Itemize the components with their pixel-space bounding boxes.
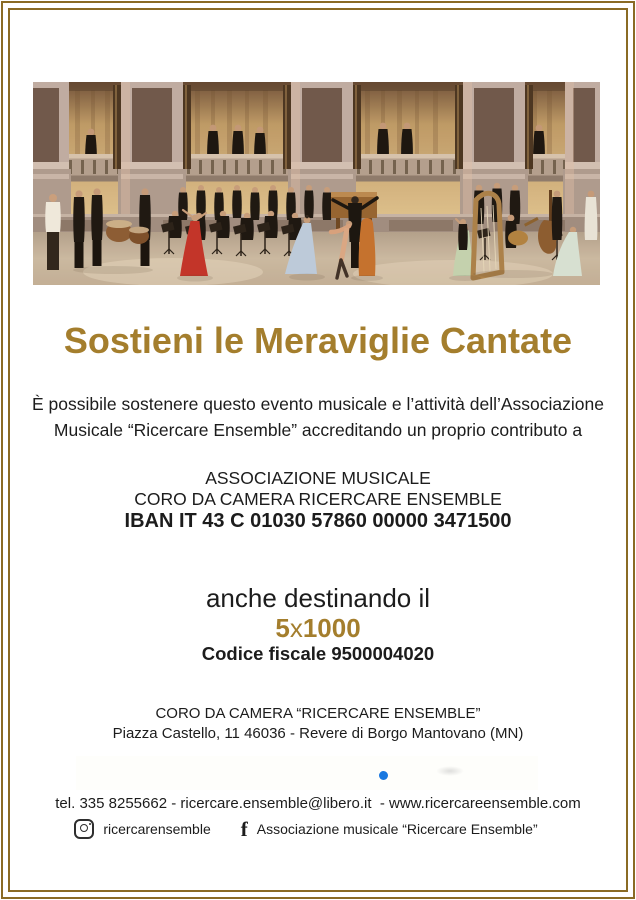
- intro-line1: È possibile sostenere questo evento musicale e l’attività dell’Associazione: [32, 394, 604, 414]
- value-x: x: [289, 613, 303, 643]
- value-5: 5: [275, 613, 290, 643]
- social-row: [0, 816, 624, 842]
- page-title: Sostieni le Meraviglie Cantate: [63, 320, 573, 361]
- erased-area: [76, 756, 538, 790]
- iban-line: IBAN IT 43 C 01030 57860 00000 3471500: [124, 510, 512, 532]
- facebook-icon: f: [240, 817, 248, 841]
- concert-photo: [33, 82, 600, 285]
- codice-fiscale: Codice fiscale 9500004020: [201, 643, 435, 664]
- instagram-handle: ricercarensemble: [103, 821, 211, 837]
- facebook-item: [240, 817, 538, 841]
- address-line2: Piazza Castello, 11 46036 - Revere di Borgo Mantovano (MN): [112, 725, 524, 742]
- bank-details: [0, 468, 636, 533]
- five-per-thousand-lead: anche destinando il: [205, 583, 431, 613]
- facebook-label: Associazione musicale “Ricercare Ensemble”: [256, 821, 538, 837]
- instagram-icon: [74, 819, 94, 839]
- five-per-thousand-block: [0, 583, 636, 666]
- instagram-item: [74, 819, 210, 839]
- contact-line: tel. 335 8255662 - ricercare.ensemble@libero.it - www.ricercareensemble.com: [55, 795, 581, 812]
- value-1000: 1000: [302, 613, 361, 643]
- intro-text: [0, 391, 636, 443]
- org-name-line2: CORO DA CAMERA RICERCARE ENSEMBLE: [134, 488, 502, 509]
- org-name-line1: ASSOCIAZIONE MUSICALE: [205, 468, 431, 488]
- five-per-thousand-value: [0, 614, 636, 642]
- faint-smudge: [436, 766, 464, 776]
- address-block: [0, 704, 636, 744]
- address-line1: CORO DA CAMERA “RICERCARE ENSEMBLE”: [155, 705, 481, 722]
- concert-photo-illustration: [33, 82, 600, 285]
- blue-dot: [379, 771, 388, 780]
- warm-light-wash: [33, 82, 600, 285]
- intro-line2: Musicale “Ricercare Ensemble” accreditando un proprio contributo a: [53, 420, 583, 440]
